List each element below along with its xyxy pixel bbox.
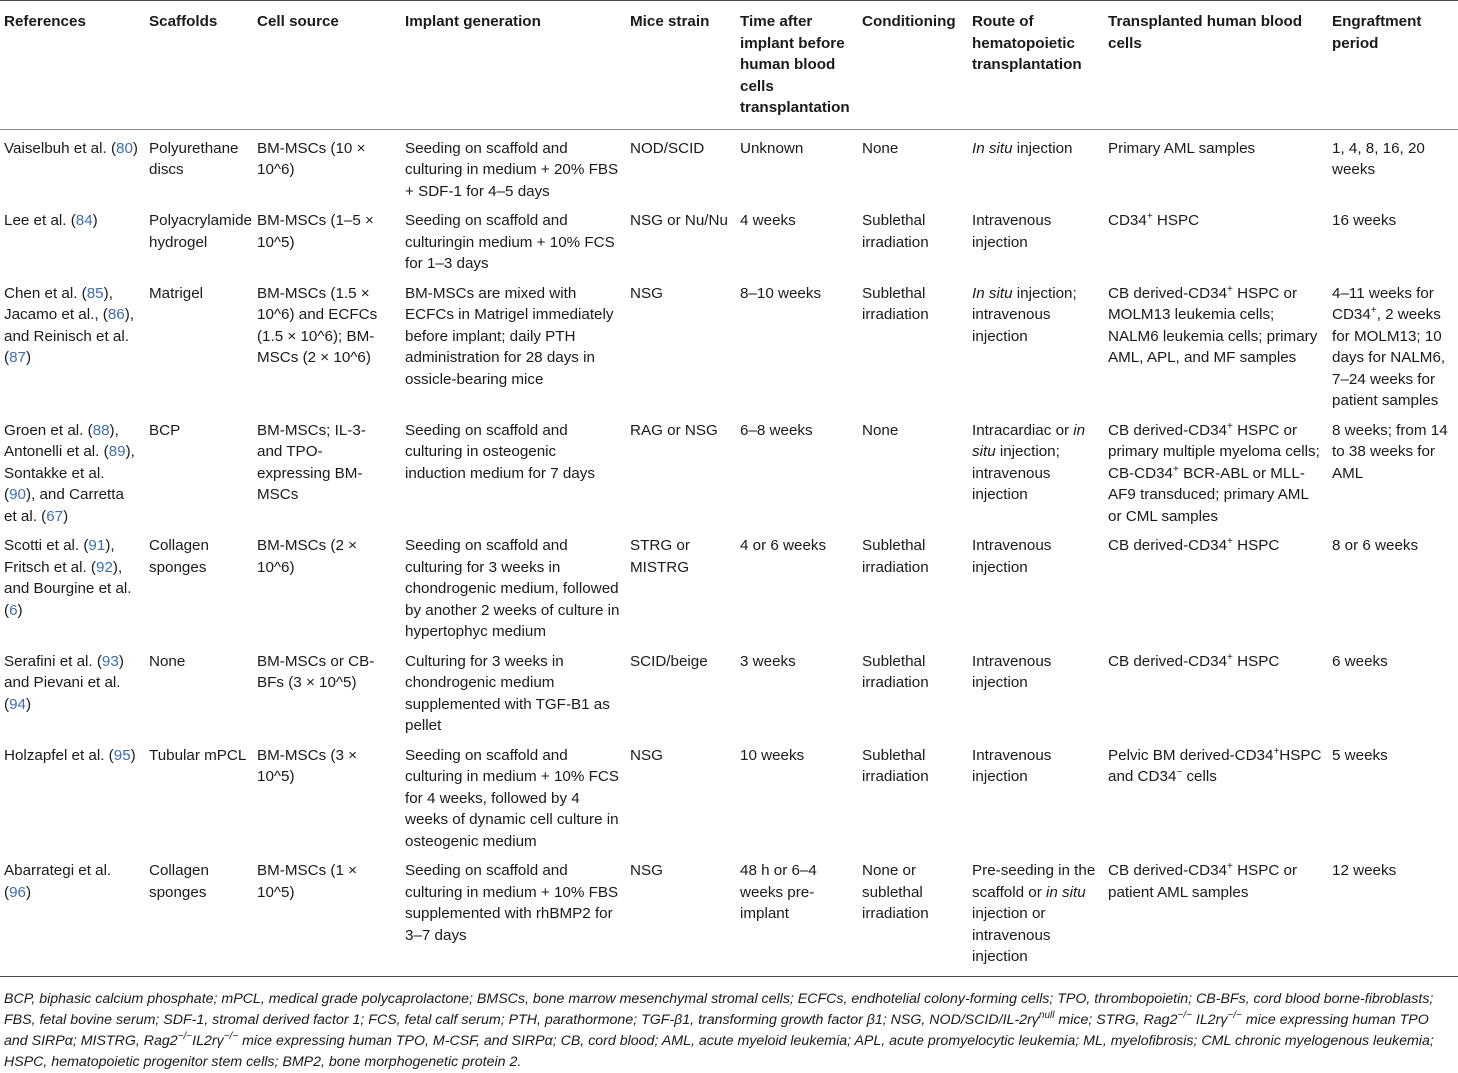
cell-engraftment: 8 or 6 weeks xyxy=(1332,537,1419,554)
cell-route: Pre-seeding in the scaffold or in situ injection or intravenous injection xyxy=(972,862,1096,965)
cell-engraftment: 12 weeks xyxy=(1332,862,1397,879)
col-header-cell-source: Cell source xyxy=(257,13,339,30)
col-header-references: References xyxy=(4,13,86,30)
cell-mice: NOD/SCID xyxy=(630,139,705,157)
cell-time: 10 weeks xyxy=(740,746,805,764)
cell-cell-source: BM-MSCs (2 × 10^6) xyxy=(257,537,357,576)
col-header-conditioning: Conditioning xyxy=(862,13,956,30)
cell-time: 3 weeks xyxy=(740,652,796,670)
table-row xyxy=(0,737,1458,853)
table-row xyxy=(0,527,1458,643)
cell-references: Lee et al. (84) xyxy=(4,212,98,229)
cell-mice: SCID/beige xyxy=(630,652,708,670)
cell-implant: BM-MSCs are mixed with ECFCs in Matrigel immediately before implant; daily PTH administration for 28 days in ossicle-bearing mice xyxy=(405,284,614,388)
cell-mice: NSG xyxy=(630,862,663,879)
col-header-engraftment-period: Engraftment period xyxy=(1332,13,1422,52)
cell-time: 4 weeks xyxy=(740,212,796,229)
reference-link[interactable]: 85 xyxy=(86,284,104,302)
reference-link[interactable]: 89 xyxy=(108,443,126,460)
cell-engraftment: 8 weeks; from 14 to 38 weeks for AML xyxy=(1332,421,1448,482)
cell-conditioning: None xyxy=(862,421,899,439)
table-row xyxy=(0,412,1458,528)
cell-time: 8–10 weeks xyxy=(740,284,822,302)
reference-link[interactable]: 93 xyxy=(101,652,119,670)
table-row xyxy=(0,275,1458,412)
cell-scaffolds: Tubular mPCL xyxy=(149,746,247,764)
cell-scaffolds: Collagen sponges xyxy=(149,537,209,576)
cell-references: Serafini et al. (93) and Pievani et al. (94) xyxy=(4,652,124,713)
cell-engraftment: 1, 4, 8, 16, 20 weeks xyxy=(1332,139,1425,178)
spacer-row xyxy=(0,968,1458,976)
reference-link[interactable]: 90 xyxy=(9,486,26,503)
header-row xyxy=(0,1,1458,130)
cell-conditioning: Sublethal irradiation xyxy=(862,746,929,785)
cell-route: In situ injection; intravenous injection xyxy=(972,284,1077,345)
cell-transplanted: Pelvic BM derived-CD34+HSPC and CD34− cells xyxy=(1108,745,1322,785)
cell-cell-source: BM-MSCs (3 × 10^5) xyxy=(257,746,357,785)
cell-implant: Seeding on scaffold and culturing for 3 weeks in chondrogenic medium, followed by another 2 weeks of culture in hypertophyc medium xyxy=(405,537,620,640)
cell-transplanted: CB derived-CD34+ HSPC or MOLM13 leukemia cells; NALM6 leukemia cells; primary AML, APL, and MF samples xyxy=(1108,283,1318,366)
col-header-route: Route of hematopoietic transplantation xyxy=(972,13,1082,73)
cell-route: Intracardiac or in situ injection; intravenous injection xyxy=(972,421,1086,503)
cell-references: Scotti et al. (91), Fritsch et al. (92), and Bourgine et al. (6) xyxy=(4,537,132,619)
col-header-transplanted-cells: Transplanted human blood cells xyxy=(1108,13,1303,52)
cell-implant: Seeding on scaffold and culturingin medium + 10% FCS for 1–3 days xyxy=(405,212,615,272)
cell-mice: NSG xyxy=(630,284,663,302)
cell-route: Intravenous injection xyxy=(972,652,1052,691)
cell-scaffolds: None xyxy=(149,652,186,670)
cell-conditioning: Sublethal irradiation xyxy=(862,652,929,691)
cell-mice: STRG or MISTRG xyxy=(630,537,690,576)
reference-link[interactable]: 80 xyxy=(116,139,133,157)
reference-link[interactable]: 84 xyxy=(75,212,93,229)
cell-route: In situ injection xyxy=(972,139,1073,157)
reference-link[interactable]: 87 xyxy=(9,349,26,366)
cell-engraftment: 4–11 weeks for CD34+, 2 weeks for MOLM13; 10 days for NALM6, 7–24 weeks for patient samples xyxy=(1332,284,1446,409)
reference-link[interactable]: 94 xyxy=(9,695,26,713)
cell-references: Groen et al. (88), Antonelli et al. (89), Sontakke et al. (90), and Carretta et al. (67) xyxy=(4,421,135,525)
cell-cell-source: BM-MSCs (1–5 × 10^5) xyxy=(257,212,374,251)
cell-transplanted: CB derived-CD34+ HSPC or patient AML samples xyxy=(1108,861,1298,901)
cell-cell-source: BM-MSCs or CB-BFs (3 × 10^5) xyxy=(257,652,375,691)
cell-engraftment: 5 weeks xyxy=(1332,746,1388,764)
cell-scaffolds: BCP xyxy=(149,421,181,439)
reference-link[interactable]: 92 xyxy=(96,558,113,576)
cell-transplanted: Primary AML samples xyxy=(1108,139,1256,157)
reference-link[interactable]: 96 xyxy=(9,883,26,901)
cell-scaffolds: Matrigel xyxy=(149,284,204,302)
cell-time: Unknown xyxy=(740,139,804,157)
cell-engraftment: 6 weeks xyxy=(1332,652,1388,670)
cell-cell-source: BM-MSCs (10 × 10^6) xyxy=(257,139,366,178)
table-row xyxy=(0,202,1458,275)
cell-implant: Seeding on scaffold and culturing in medium + 20% FBS + SDF-1 for 4–5 days xyxy=(405,139,619,200)
cell-cell-source: BM-MSCs (1 × 10^5) xyxy=(257,862,357,901)
reference-link[interactable]: 91 xyxy=(88,537,106,554)
cell-scaffolds: Polyurethane discs xyxy=(149,139,239,178)
cell-conditioning: Sublethal irradiation xyxy=(862,212,929,251)
col-header-mice-strain: Mice strain xyxy=(630,13,710,30)
cell-engraftment: 16 weeks xyxy=(1332,212,1397,229)
cell-cell-source: BM-MSCs; IL-3- and TPO-expressing BM-MSCs xyxy=(257,421,366,503)
cell-references: Chen et al. (85), Jacamo et al., (86), and Reinisch et al. (87) xyxy=(4,284,135,366)
table-row xyxy=(0,852,1458,968)
cell-time: 6–8 weeks xyxy=(740,421,813,439)
cell-references: Abarrategi et al. (96) xyxy=(4,862,112,901)
cell-time: 48 h or 6–4 weeks pre-implant xyxy=(740,862,817,922)
cell-references: Holzapfel et al. (95) xyxy=(4,746,136,764)
col-header-time-after-implant: Time after implant before human blood cells transplantation xyxy=(740,13,850,116)
cell-transplanted: CB derived-CD34+ HSPC or primary multiple myeloma cells; CB-CD34+ BCR-ABL or MLL-AF9 transduced; primary AML or CML samples xyxy=(1108,420,1320,525)
cell-time: 4 or 6 weeks xyxy=(740,537,827,554)
cell-mice: NSG xyxy=(630,746,663,764)
cell-implant: Seeding on scaffold and culturing in medium + 10% FBS supplemented with rhBMP2 for 3–7 days xyxy=(405,862,619,944)
cell-scaffolds: Polyacrylamide hydrogel xyxy=(149,212,252,251)
cell-route: Intravenous injection xyxy=(972,212,1052,251)
cell-conditioning: None xyxy=(862,139,899,157)
col-header-scaffolds: Scaffolds xyxy=(149,13,218,30)
table-footnote: BCP, biphasic calcium phosphate; mPCL, medical grade polycaprolactone; BMSCs, bone marrow mesenchymal stromal cells; ECFCs, endhotelial colony-forming cells; TPO, thrombopoietin; CB-BFs, cord blood borne-fibroblasts; FBS, fetal bovine serum; SDF-1, stromal derived factor 1; FCS, fetal calf serum; PTH, parathormone; TGF-β1, transforming growth factor β1; NSG, NOD/$SCID/IL-2r\gamma^{null}$ mice; STRG, Rag2−/− IL2rγ−/− mice expressing human TPO and SIRPα; MISTRG, Rag2−/−IL2rγ−/− mice expressing human TPO, M-CSF, and SIRPα; CB, cord blood; AML, acute myeloid leukemia; APL, acute promyelocytic leukemia; ML, myelofibrosis; CML chronic myelogenous leukemia; HSPC, hematopoietic progenitor stem cells; BMP2, bone morphogenetic protein 2. xyxy=(4,990,1434,1070)
reference-link[interactable]: 88 xyxy=(92,421,110,439)
cell-implant: Seeding on scaffold and culturing in osteogenic induction medium for 7 days xyxy=(405,421,595,482)
reference-link[interactable]: 6 xyxy=(9,601,18,619)
cell-conditioning: Sublethal irradiation xyxy=(862,537,929,576)
table-row xyxy=(0,129,1458,202)
cell-route: Intravenous injection xyxy=(972,746,1052,785)
cell-references: Vaiselbuh et al. (80) xyxy=(4,139,138,157)
cell-implant: Culturing for 3 weeks in chondrogenic medium supplemented with TGF-B1 as pellet xyxy=(405,652,610,734)
cell-transplanted: CB derived-CD34+ HSPC xyxy=(1108,651,1280,670)
cell-mice: RAG or NSG xyxy=(630,421,718,439)
col-header-implant-generation: Implant generation xyxy=(405,13,541,30)
cell-transplanted: CB derived-CD34+ HSPC xyxy=(1108,536,1280,554)
cell-conditioning: None or sublethal irradiation xyxy=(862,862,929,922)
reference-link[interactable]: 95 xyxy=(113,746,131,764)
cell-scaffolds: Collagen sponges xyxy=(149,862,209,901)
reference-link[interactable]: 67 xyxy=(46,507,64,525)
cell-implant: Seeding on scaffold and culturing in medium + 10% FCS for 4 weeks, followed by 4 weeks of dynamic cell culture in osteogenic medium xyxy=(405,746,619,850)
table-row xyxy=(0,643,1458,737)
cell-cell-source: BM-MSCs (1.5 × 10^6) and ECFCs (1.5 × 10^6); BM-MSCs (2 × 10^6) xyxy=(257,284,378,366)
reference-link[interactable]: 86 xyxy=(107,306,125,323)
cell-transplanted: CD34+ HSPC xyxy=(1108,211,1200,229)
cell-mice: NSG or Nu/Nu xyxy=(630,212,728,229)
cell-route: Intravenous injection xyxy=(972,537,1052,576)
cell-conditioning: Sublethal irradiation xyxy=(862,284,929,323)
